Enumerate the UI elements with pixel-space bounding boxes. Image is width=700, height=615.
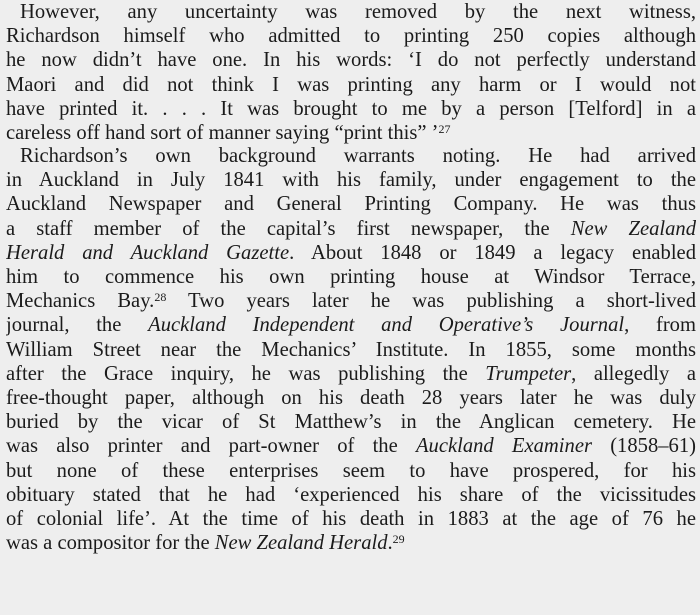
text-line: Richardson himself who admitted to printing 250 copies although xyxy=(6,25,696,48)
text-line: However, any uncertainty was removed by the next witness, xyxy=(20,1,696,23)
text-line: but none of these enterprises seem to have prospered, for his xyxy=(6,459,696,482)
footnote-ref-27: 27 xyxy=(438,122,451,137)
text-line: he now didn’t have one. In his words: ‘I do not perfectly understand xyxy=(6,49,696,72)
text-line: a staff member of the capital’s first newspaper, the New Zealand xyxy=(6,217,696,240)
newspaper-title: Herald and Auckland Gazette xyxy=(6,241,290,264)
text-line: Maori and did not think I was printing any harm or I would not xyxy=(6,73,696,96)
text-line: journal, the Auckland Independent and Operative’s Journal, from xyxy=(6,314,696,337)
text-line: Auckland Newspaper and General Printing Company. He was thus xyxy=(6,193,696,216)
paper-title: Trumpeter xyxy=(485,362,572,385)
text-line: Herald and Auckland Gazette. About 1848 or 1849 a legacy enabled xyxy=(6,241,696,264)
text-line: him to commence his own printing house at Windsor Terrace, xyxy=(6,266,696,289)
text-line: Richardson’s own background warrants noting. He had arrived xyxy=(20,145,696,167)
text-line: Mechanics Bay.$^{28}$ Two years later he was publishing a short-lived xyxy=(6,290,696,313)
text-line: of colonial life’. At the time of his death in 1883 at the age of 76 he xyxy=(6,508,696,531)
journal-title: Auckland Independent and Operative’s Journal xyxy=(148,314,625,337)
text-line: William Street near the Mechanics’ Institute. In 1855, some months xyxy=(6,338,696,361)
text-line: after the Grace inquiry, he was publishing the Trumpeter, allegedly a xyxy=(6,362,696,385)
text-line: have printed it. . . . It was brought to me by a person [Telford] in a xyxy=(6,97,696,120)
footnote-ref-28: 28 xyxy=(154,290,167,305)
text-line: was also printer and part-owner of the Auckland Examiner (1858–61) xyxy=(6,435,696,458)
paragraph-1 xyxy=(6,0,696,145)
document-page xyxy=(6,0,696,615)
text-line: obituary stated that he had ‘experienced his share of the vicissitudes xyxy=(6,483,696,506)
paragraph-2 xyxy=(6,144,696,555)
newspaper-title: New Zealand xyxy=(570,217,696,240)
text-line: careless off hand sort of manner saying “print this” ’$^{27}$ xyxy=(6,122,451,145)
text-line: was a compositor for the New Zealand Herald.$^{29}$ xyxy=(6,532,405,555)
text-line: in Auckland in July 1841 with his family, under engagement to the xyxy=(6,169,696,192)
text-line: free-thought paper, although on his death 28 years later he was duly xyxy=(6,387,696,410)
footnote-ref-29: 29 xyxy=(392,532,405,547)
paper-title: Auckland Examiner xyxy=(415,435,592,458)
newspaper-title: New Zealand Herald xyxy=(214,532,388,555)
text-line: buried by the vicar of St Matthew’s in the Anglican cemetery. He xyxy=(6,411,696,434)
